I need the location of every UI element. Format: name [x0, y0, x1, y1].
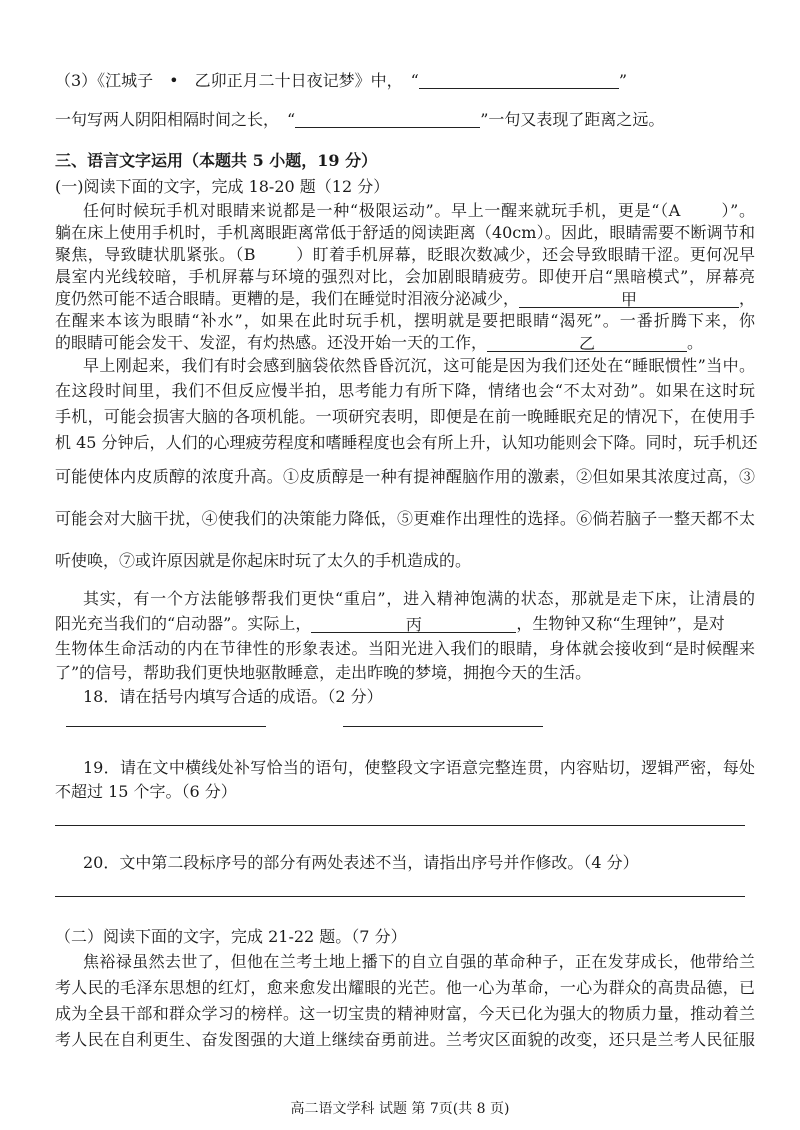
- p1-l3-text: 聚焦，导致睫状肌紧张。（: [55, 245, 244, 264]
- p1-l5-comma: ，: [739, 289, 756, 308]
- blank-bing-label: 丙: [405, 615, 422, 634]
- passage1-p3-line3: 生物体生命活动的内在节律性的形象表述。当阳光进入我们的眼睛，身体就会接收到“是时候醒来: [55, 639, 755, 658]
- blank-jia-label: 甲: [621, 290, 638, 309]
- subsection-heading-1: (一)阅读下面的文字，完成 18-20 题（12 分）: [55, 177, 390, 196]
- q19-answer-line[interactable]: [55, 825, 745, 826]
- passage2-line3: 成为全县干部和群众学习的榜样。这一切宝贵的精神财富，今天已化为强大的物质力量，推动着兰: [55, 1004, 755, 1023]
- passage1-p2-line1: 早上刚起来，我们有时会感到脑袋依然昏昏沉沉，这可能是因为我们还处在“睡眠惯性”当中。: [83, 356, 755, 375]
- blank-b[interactable]: B: [243, 245, 256, 264]
- q3-answer-blank-2[interactable]: [295, 111, 480, 128]
- passage2-line1: 焦裕禄虽然去世了，但他在兰考土地上播下的自立自强的革命种子，正在发芽成长，他带给兰: [83, 952, 755, 971]
- p1-text: 任何时候玩手机对眼睛来说都是一种“极限运动”。早上一醒来就玩手机，更是“（: [83, 201, 669, 220]
- passage1-p2-line3: 手机，可能会损害大脑的各项机能。一项研究表明，即便是在前一晚睡眠充足的情况下，在使用手: [55, 407, 755, 426]
- passage1-p3-line1: 其实，有一个方法能够帮我们更快“重启”，进入精神饱满的状态，那就是走下床，让清晨的: [83, 589, 755, 608]
- passage1-p2-line5: 可能使体内皮质醇的浓度升高。①皮质醇是一种有提神醒脑作用的激素，②但如果其浓度过高，③: [55, 467, 755, 486]
- passage1-p3-line4: 了”的信号，帮助我们更快地驱散睡意，走出昨晚的梦境，拥抱今天的生活。: [55, 663, 592, 682]
- page-footer: 高二语文学科 试题 第 7页(共 8 页): [290, 1101, 510, 1117]
- passage1-p2-line2: 在这段时间里，我们不但反应慢半拍，思考能力有所下降，情绪也会“不太对劲”。如果在这时玩: [55, 381, 755, 400]
- p3-l2-text-b: ，生物钟又称“生理钟”，是对: [516, 614, 725, 633]
- blank-yi[interactable]: [487, 335, 687, 352]
- section-heading: 三、语言文字运用（本题共 5 小题，19 分）: [55, 151, 378, 170]
- p1-l3-text-b: ）盯着手机屏幕，眨眼次数减少，还会导致眼睛干涩。更何况早: [295, 245, 755, 264]
- q3-line1: [55, 70, 755, 92]
- q20-answer-line[interactable]: [55, 896, 745, 897]
- blank-a[interactable]: A: [668, 201, 681, 220]
- question-18: 18．请在括号内填写合适的成语。（2 分）: [83, 687, 383, 706]
- p1-text-end: ）”。: [720, 201, 755, 220]
- passage1-p2-line6: 可能会对大脑干扰，④使我们的决策能力降低，⑤更难作出理性的选择。⑥倘若脑子一整天都不太: [55, 509, 755, 528]
- passage2-line2: 考人民的毛泽东思想的红灯，愈来愈发出耀眼的光芒。他一心为革命，一心为群众的高贵品德，已: [55, 978, 755, 997]
- q18-answer-line-1[interactable]: [66, 726, 266, 727]
- passage1-p3-line2: [55, 613, 755, 635]
- passage1-p1-line2: 躺在床上使用手机时，手机离眼距离常低于舒适的阅读距离（40cm）。因此，眼睛需要不断调节和: [55, 223, 755, 242]
- p1-l7-period: 。: [687, 333, 704, 352]
- subsection-heading-2: （二）阅读下面的文字，完成 21-22 题。（7 分）: [55, 927, 407, 946]
- p1-l5-text: 度仍然可能不适合眼睛。更糟的是，我们在睡觉时泪液分泌减少，: [55, 289, 520, 308]
- q3-text-3: ”一句又表现了距离之远。: [480, 110, 665, 129]
- p3-l2-text: 阳光充当我们的“启动器”。实际上，: [55, 614, 312, 633]
- passage1-p1-line3: [55, 244, 755, 266]
- passage1-p2-line7: 听使唤，⑦或许原因就是你起床时玩了太久的手机造成的。: [55, 551, 472, 570]
- q3-text-1: （3）《江城子 • 乙卯正月二十日夜记梦》中， “: [55, 71, 419, 90]
- blank-jia[interactable]: [519, 291, 739, 308]
- q3-answer-blank-1[interactable]: [419, 72, 619, 89]
- p1-l7-text: 的眼睛可能会发干、发涩，有灼热感。还没开始一天的工作，: [55, 333, 488, 352]
- question-20: 20．文中第二段标序号的部分有两处表述不当，请指出序号并作修改。（4 分）: [83, 853, 639, 872]
- passage1-p1-line4: 晨室内光线较暗，手机屏幕与环境的强烈对比，会加剧眼睛疲劳。即使开启“黑暗模式”，屏幕亮: [55, 267, 755, 286]
- question-19-line1: 19．请在文中横线处补写恰当的语句，使整段文字语意完整连贯，内容贴切，逻辑严密，每处: [83, 758, 755, 777]
- blank-yi-label: 乙: [579, 334, 596, 353]
- question-19-line2: 不超过 15 个字。（6 分）: [55, 782, 237, 801]
- passage1-p1-line7: [55, 332, 755, 354]
- q3-text-2: 一句写两人阴阳相隔时间之长， “: [55, 110, 296, 129]
- q3-quote-end: ”: [618, 71, 627, 90]
- passage2-line4: 考人民在自利更生、奋发图强的大道上继续奋勇前进。兰考灾区面貌的改变，还只是兰考人民征服: [55, 1030, 755, 1049]
- blank-bing[interactable]: [311, 616, 516, 633]
- passage1-p1-line5: [55, 288, 755, 310]
- q3-line2: [55, 109, 755, 131]
- passage1-p1-line6: 在醒来本该为眼睛“补水”，如果在此时玩手机，摆明就是要把眼睛“渴死”。一番折腾下来，你: [55, 311, 755, 330]
- passage1-p1-line1: [83, 200, 755, 222]
- q18-answer-line-2[interactable]: [343, 726, 543, 727]
- passage1-p2-line4: 机 45 分钟后，人们的心理疲劳程度和嗜睡程度也会有所上升，认知功能则会下降。同时，玩手机还: [55, 433, 758, 452]
